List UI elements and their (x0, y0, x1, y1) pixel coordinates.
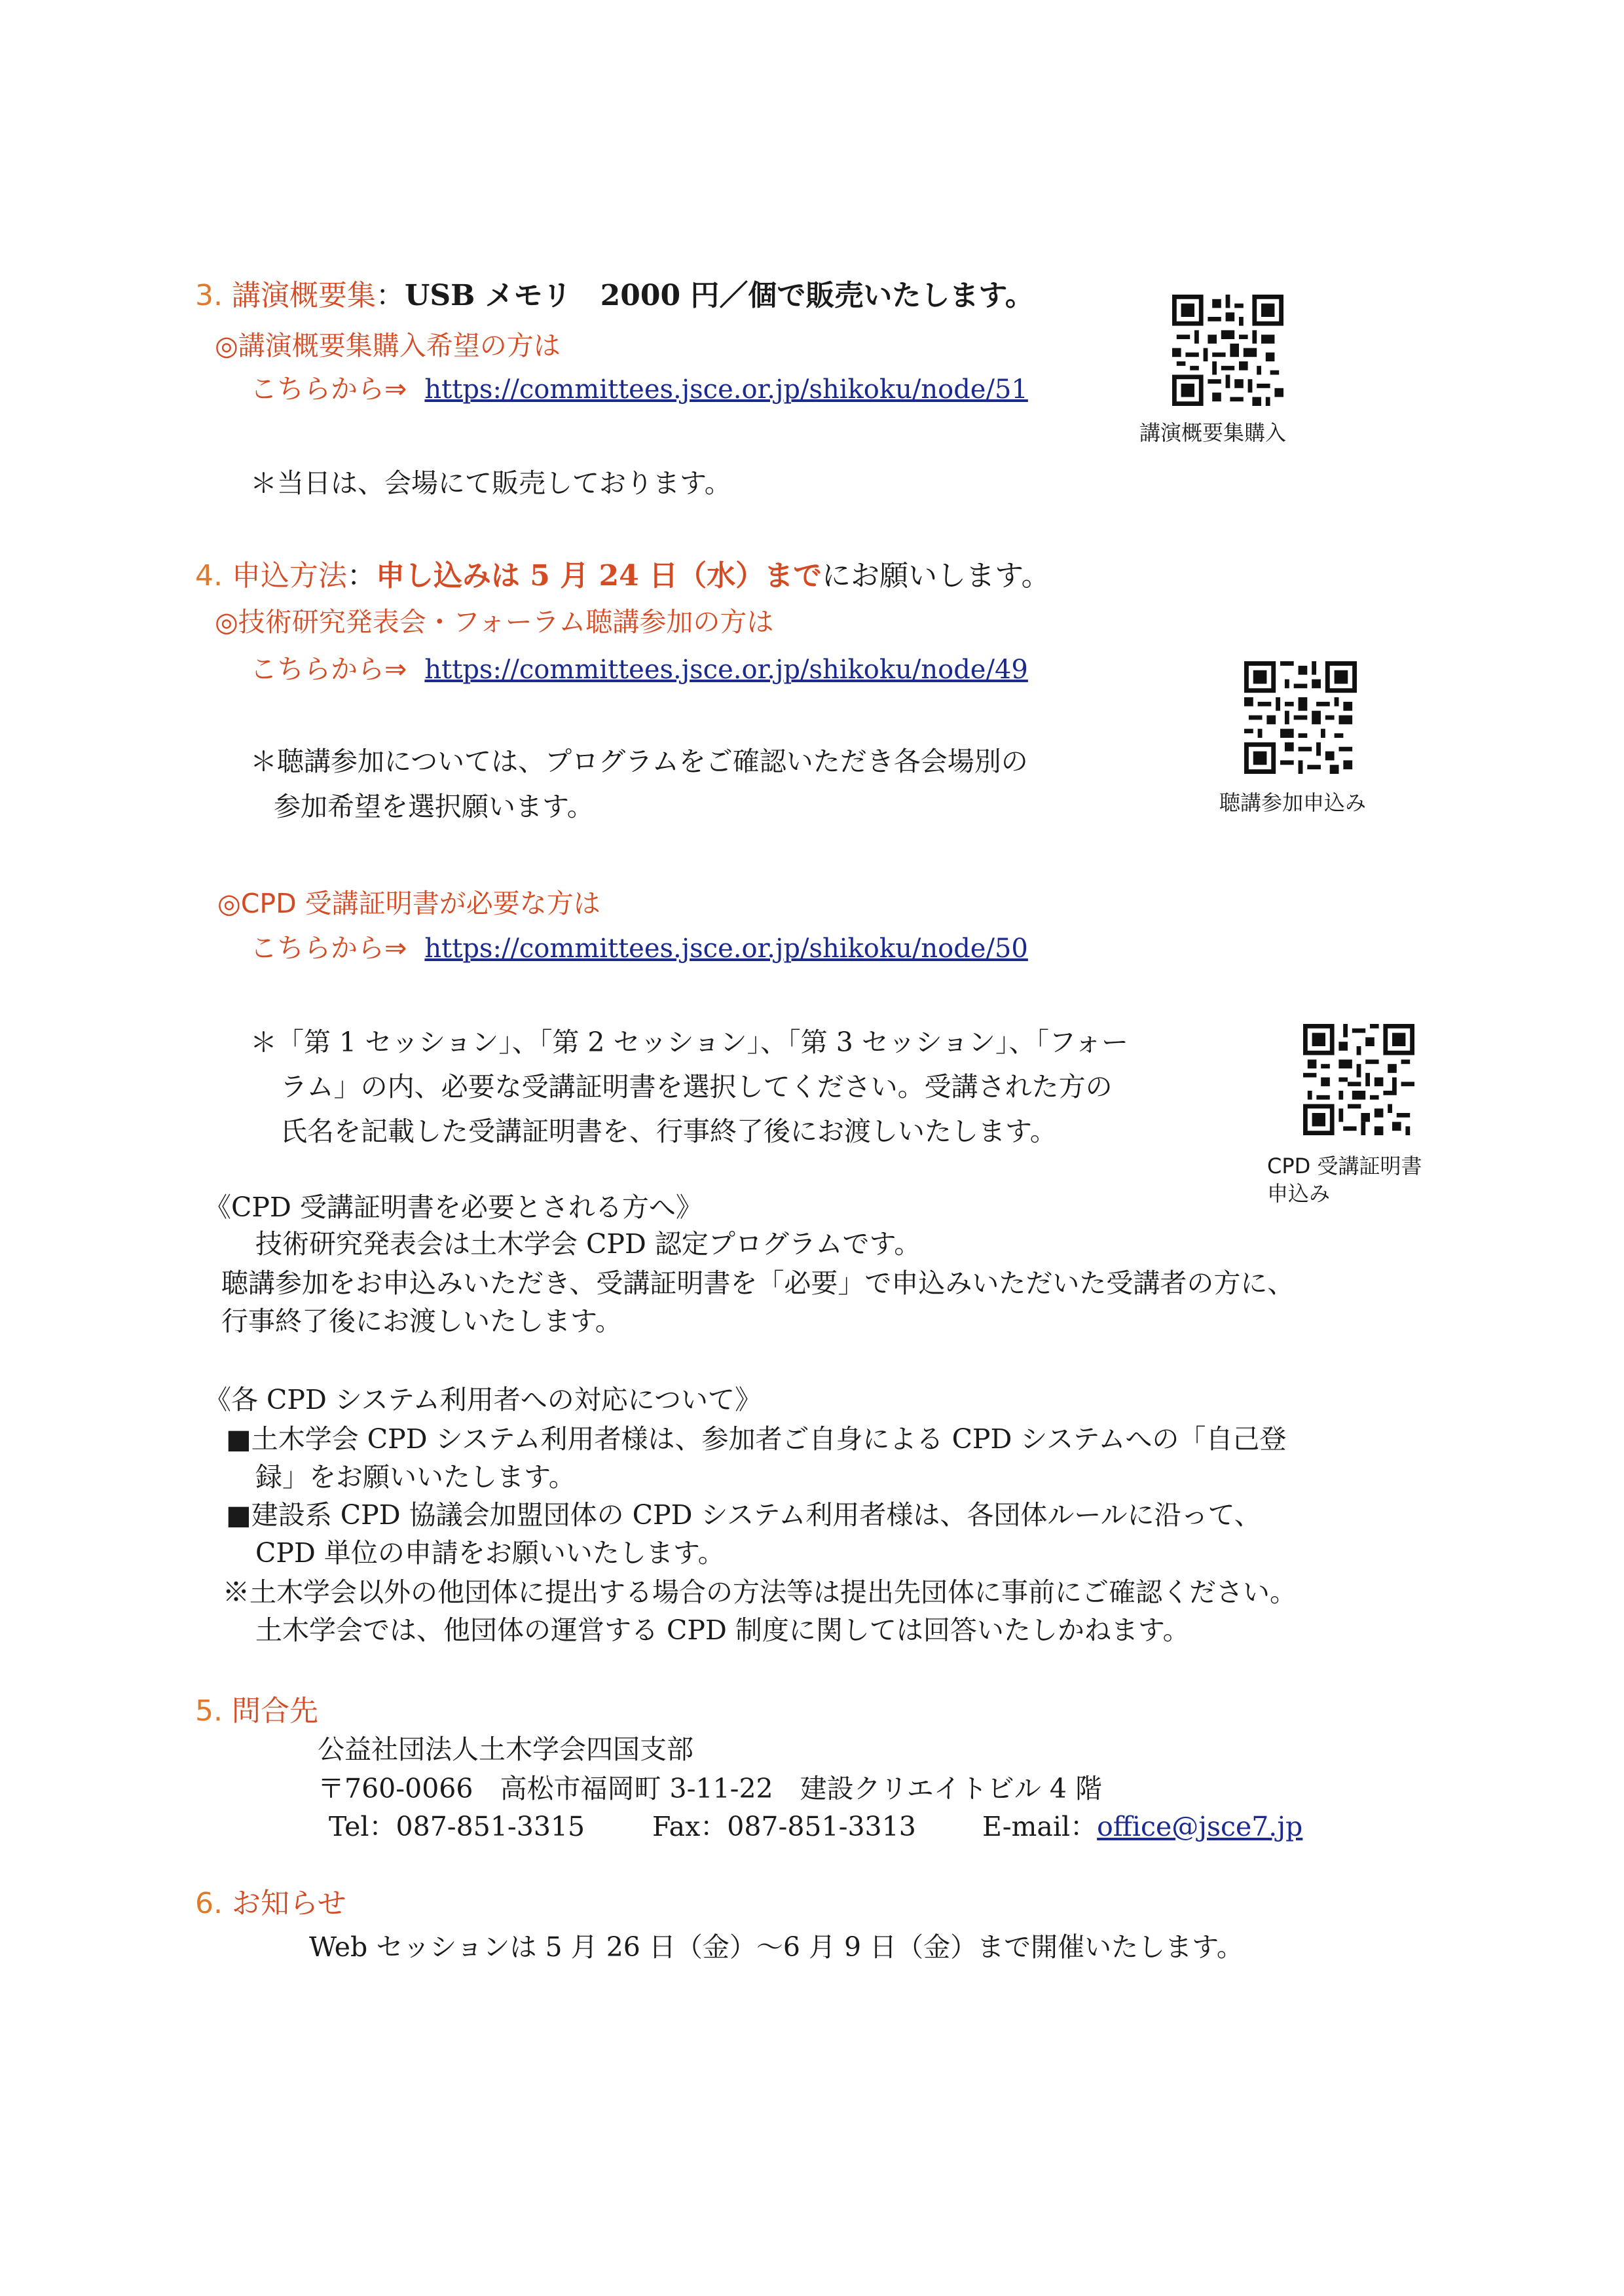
systems-bullet2-line2: CPD 単位の申請をお願いいたします。 (255, 1537, 725, 1569)
section-4-note1-line2: 参加希望を選択願います。 (274, 791, 594, 822)
section-5-fax: Fax：087-851-3313 (652, 1811, 916, 1842)
qr-code-icon (1172, 295, 1283, 406)
section-5-tel: Tel：087-851-3315 (329, 1811, 585, 1842)
section-4-number: 4. (195, 559, 223, 592)
section-4-note2-line1: ＊「第 1 セッション」、「第 2 セッション」、「第 3 セッション」、「フォー (250, 1027, 1128, 1058)
section-4-link2-prefix: こちらから⇒ (250, 932, 407, 964)
section-4-heading (195, 558, 1050, 594)
section-4-link1-prefix: こちらから⇒ (250, 653, 407, 685)
section-4-url1-link[interactable]: https://committees.jsce.or.jp/shikoku/node/49 (424, 655, 1028, 685)
section-3-link-prefix: こちらから⇒ (250, 373, 407, 405)
section-4-note2-line3: 氏名を記載した受講証明書を、行事終了後にお渡しいたします。 (280, 1116, 1057, 1147)
systems-bullet2-line1: ■建設系 CPD 協議会加盟団体の CPD システム利用者様は、各団体ルールに沿って、 (226, 1499, 1261, 1531)
qr-code-icon (1303, 1024, 1414, 1135)
section-4-qr1-label: 聴講参加申込み (1219, 790, 1367, 815)
section-4-url2-link[interactable]: https://committees.jsce.or.jp/shikoku/node/50 (424, 934, 1028, 964)
cpd-line2: 聴講参加をお申込みいただき、受講証明書を「必要」で申込みいただいた受講者の方に、 (221, 1267, 1295, 1299)
section-3-sub: ◎講演概要集購入希望の方は (215, 330, 561, 361)
section-4-qr2-label-line2: 申込み (1267, 1181, 1331, 1206)
section-5-address: 〒760-0066 高松市福岡町 3-11-22 建設クリエイトビル 4 階 (318, 1773, 1102, 1804)
section-6-text: Web セッションは 5 月 26 日（金）～6 月 9 日（金）まで開催いたします。 (309, 1931, 1244, 1963)
section-5-email-link[interactable]: office@jsce7.jp (1097, 1811, 1303, 1842)
section-4-colon: ： (346, 559, 376, 592)
section-3-url-link[interactable]: https://committees.jsce.or.jp/shikoku/node/51 (424, 374, 1028, 405)
section-4-label: 申込方法 (231, 559, 347, 592)
section-4-note2-line2: ラム」の内、必要な受講証明書を選択してください。受講された方の (280, 1071, 1113, 1102)
systems-note-line1: ※土木学会以外の他団体に提出する場合の方法等は提出先団体に事前にご確認ください。 (223, 1576, 1297, 1608)
section-3-qr-label: 講演概要集購入 (1139, 420, 1287, 445)
cpd-line1: 技術研究発表会は土木学会 CPD 認定プログラムです。 (255, 1228, 921, 1260)
section-4-link2-row (250, 930, 1028, 967)
section-5-email-label: E-mail： (982, 1811, 1098, 1842)
section-4-qr2-label-line1: CPD 受講証明書 (1267, 1154, 1422, 1178)
section-6-heading (195, 1886, 346, 1922)
section-3-desc: USB メモリ 2000 円／個で販売いたします。 (404, 279, 1034, 312)
section-4-link1-row (250, 651, 1028, 688)
section-4-desc-rest: にお願いします。 (822, 559, 1050, 592)
section-3-note: ＊当日は、会場にて販売しております。 (250, 467, 731, 499)
section-5-heading (195, 1693, 318, 1730)
systems-bullet1-line2: 録」をお願いいたします。 (255, 1461, 576, 1493)
systems-title: 《各 CPD システム利用者への対応について》 (204, 1384, 762, 1415)
section-3-label: 講演概要集 (231, 279, 376, 312)
section-5-email-row (982, 1808, 1302, 1845)
qr-code-icon (1244, 661, 1357, 774)
systems-bullet1-line1: ■土木学会 CPD システム利用者様は、参加者ご自身による CPD システムへの「自己登 (226, 1423, 1287, 1455)
section-3-heading (195, 278, 1034, 314)
section-6-label: お知らせ (231, 1887, 346, 1920)
section-5-org: 公益社団法人土木学会四国支部 (318, 1734, 693, 1765)
section-4-deadline: 申し込みは 5 月 24 日（水）まで (375, 559, 822, 592)
section-5-number: 5. (195, 1694, 223, 1728)
section-3-colon: ： (375, 279, 405, 312)
section-4-note1-line1: ＊聴講参加については、プログラムをご確認いただき各会場別の (250, 746, 1028, 777)
section-4-sub1: ◎技術研究発表会・フォーラム聴講参加の方は (215, 606, 774, 638)
section-3-link-row (250, 371, 1028, 408)
section-3-number: 3. (195, 279, 223, 312)
cpd-title: 《CPD 受講証明書を必要とされる方へ》 (204, 1192, 703, 1223)
section-4-sub2: ◎CPD 受講証明書が必要な方は (217, 888, 600, 919)
section-6-number: 6. (195, 1887, 223, 1920)
section-5-label: 問合先 (231, 1694, 318, 1728)
cpd-line3: 行事終了後にお渡しいたします。 (221, 1305, 622, 1337)
systems-note-line2: 土木学会では、他団体の運営する CPD 制度に関しては回答いたしかねます。 (255, 1614, 1190, 1646)
